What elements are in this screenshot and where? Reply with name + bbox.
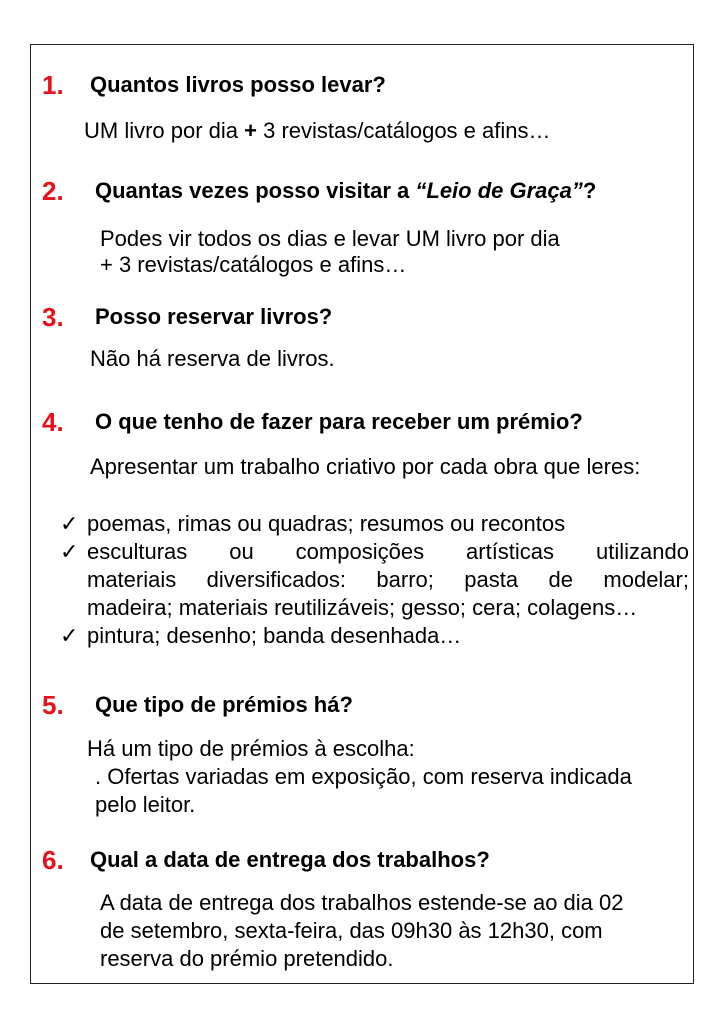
- checklist-item-1: poemas, rimas ou quadras; resumos ou recontos: [87, 511, 566, 536]
- item-number-2: 2.: [42, 176, 64, 206]
- item-number-5: 5.: [42, 690, 64, 720]
- question-1: Quantos livros posso levar?: [90, 72, 386, 97]
- checklist-item-2-line-3: madeira; materiais reutilizáveis; gesso; cera; colagens…: [87, 595, 638, 620]
- answer-5-line-3: pelo leitor.: [95, 792, 196, 817]
- question-5: Que tipo de prémios há?: [95, 692, 353, 717]
- answer-6-line-1: A data de entrega dos trabalhos estende-se ao dia 02: [100, 890, 624, 915]
- question-3: Posso reservar livros?: [95, 304, 333, 329]
- checklist-item-3: pintura; desenho; banda desenhada…: [87, 623, 462, 648]
- item-number-4: 4.: [42, 407, 64, 437]
- checklist-item-2-line-1: esculturas ou composições artísticas utilizando: [87, 539, 689, 564]
- item-number-1: 1.: [42, 70, 64, 100]
- checklist-item-2-line-2: materiais diversificados: barro; pasta de modelar;: [87, 567, 689, 592]
- answer-2-line-2: + 3 revistas/catálogos e afins…: [100, 252, 407, 277]
- check-icon: ✓: [60, 539, 79, 564]
- question-6: Qual a data de entrega dos trabalhos?: [90, 847, 490, 872]
- check-icon: ✓: [60, 511, 79, 536]
- question-2: Quantas vezes posso visitar a “Leio de Graça”?: [95, 178, 597, 203]
- answer-1: UM livro por dia + 3 revistas/catálogos e afins…: [84, 118, 551, 143]
- answer-4: Apresentar um trabalho criativo por cada obra que leres:: [90, 454, 641, 479]
- item-number-3: 3.: [42, 302, 64, 332]
- answer-6-line-2: de setembro, sexta-feira, das 09h30 às 12h30, com: [100, 918, 603, 943]
- answer-5-line-1: Há um tipo de prémios à escolha:: [87, 736, 415, 761]
- item-number-6: 6.: [42, 845, 64, 875]
- check-icon: ✓: [60, 623, 79, 648]
- answer-5-line-2: . Ofertas variadas em exposição, com reserva indicada: [95, 764, 632, 789]
- answer-2-line-1: Podes vir todos os dias e levar UM livro por dia: [100, 226, 560, 251]
- answer-3: Não há reserva de livros.: [90, 346, 335, 371]
- answer-6-line-3: reserva do prémio pretendido.: [100, 946, 394, 971]
- question-4: O que tenho de fazer para receber um prémio?: [95, 409, 583, 434]
